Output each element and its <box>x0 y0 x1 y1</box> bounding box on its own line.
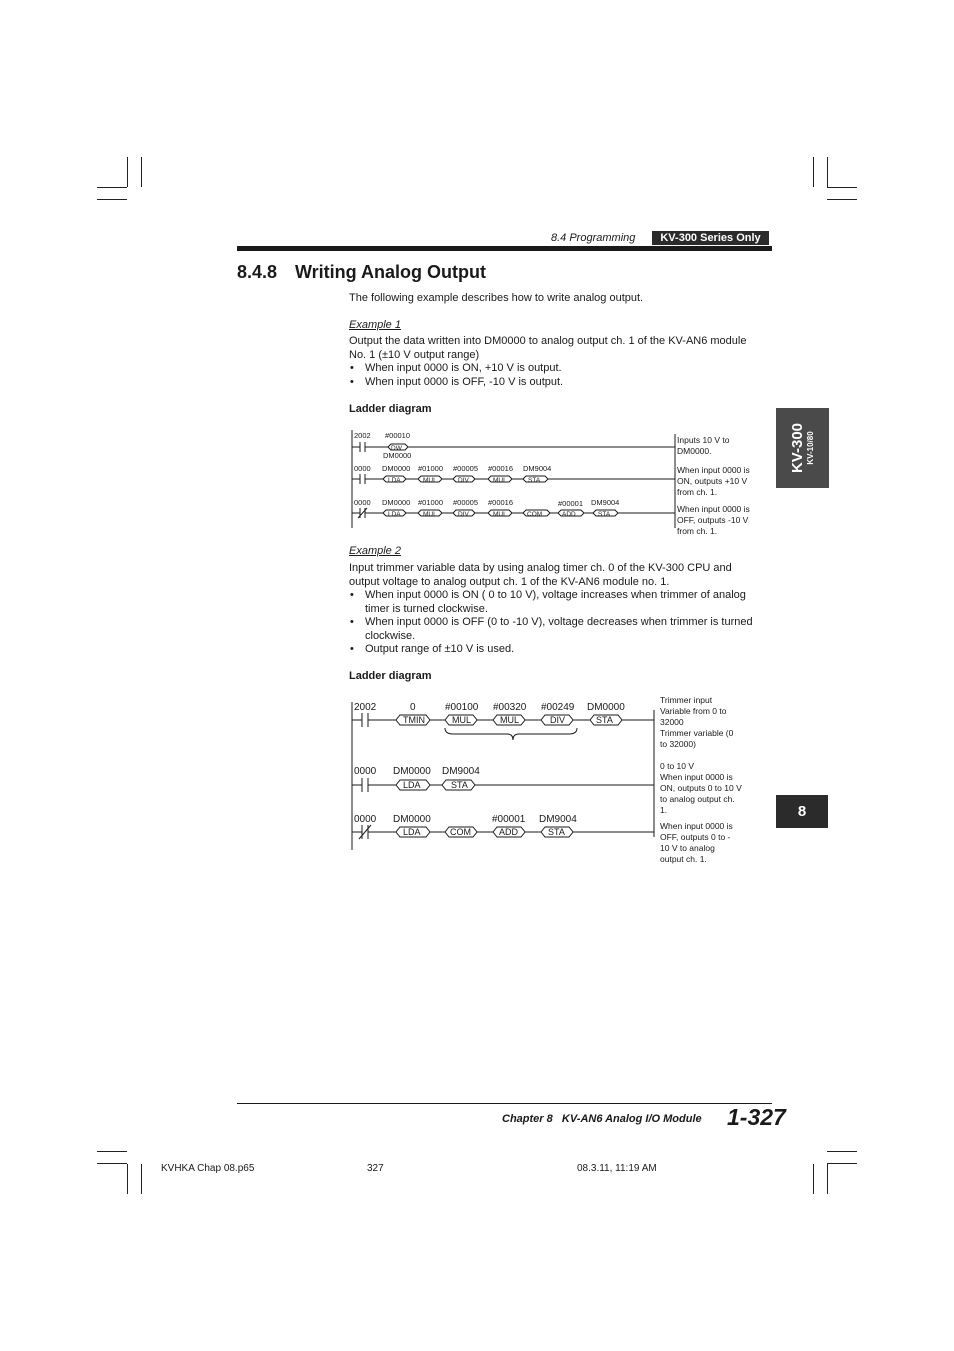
operand-label: #00016 <box>488 498 514 507</box>
instruction-label: ADD <box>499 827 519 837</box>
operand-label: #00320 <box>493 702 527 713</box>
rung-comment: Variable from 0 to <box>660 706 727 716</box>
crop-mark <box>97 199 127 200</box>
side-tab-main: KV-300 <box>789 422 806 474</box>
page-number: 1-327 <box>727 1104 786 1130</box>
operand-label: DM9004 <box>442 766 480 777</box>
example2-bullet: • When input 0000 is OFF (0 to -10 V), voltage decreases when trimmer is turned clockwise. <box>349 616 774 643</box>
example2-description: Input trimmer variable data by using analog timer ch. 0 of the KV-300 CPU and output voltage to analog output ch. 1 of the KV-AN6 module no. 1. • When input 0000 is ON ( 0 to 10 V), voltage increases when trimmer of analog timer is turned clockwise. • When input 0000 is OFF (0 to -10 V), voltage decreases when trimmer is turned clockwise. • Output range of ±10 V is used. <box>349 562 774 657</box>
operand-label: 0 <box>410 702 416 713</box>
operand-label: DM0000 <box>587 702 625 713</box>
header-badge: KV-300 Series Only <box>652 231 769 245</box>
instruction-label: COM <box>527 511 543 518</box>
crop-mark <box>97 187 127 188</box>
rung-comment: 32000 <box>660 717 684 727</box>
instruction-label: MUL <box>452 715 472 725</box>
instruction-label: LDA <box>388 511 401 518</box>
rung-comment: When input 0000 is <box>660 821 733 831</box>
footer-chapter: Chapter 8 KV-AN6 Analog I/O Module <box>502 1113 702 1125</box>
instruction-label: STA <box>548 827 565 837</box>
rung-comment: 1. <box>660 805 668 815</box>
crop-mark <box>827 199 857 200</box>
footer-rule <box>237 1103 772 1104</box>
side-tab-sub: KV-10/80 <box>806 431 815 465</box>
section-number: 8.4.8 <box>237 262 278 282</box>
crop-mark <box>127 157 128 187</box>
instruction-label: MUL <box>423 511 437 518</box>
rung-comment: 10 V to analog <box>660 843 715 853</box>
crop-mark <box>827 1163 857 1164</box>
operand-label: #00100 <box>445 702 479 713</box>
crop-mark <box>97 1151 127 1152</box>
example1-description: Output the data written into DM0000 to analog output ch. 1 of the KV-AN6 module No. 1 (±10 V output range) • When input 0000 is ON, +10 V is output. • When input 0000 is OFF, -10 V is output. <box>349 335 774 389</box>
example2-bullet: • When input 0000 is ON ( 0 to 10 V), voltage increases when trimmer of analog timer is turned clockwise. <box>349 589 774 616</box>
operand-label: #00016 <box>488 464 514 473</box>
contact-label: 0000 <box>354 498 371 507</box>
crop-mark <box>97 1163 127 1164</box>
rung-comment: When input 0000 is <box>660 772 733 782</box>
chapter-tab: 8 <box>776 795 828 828</box>
rung-comment: to analog output ch. <box>660 794 735 804</box>
slug-page: 327 <box>367 1163 384 1174</box>
contact-label: 0000 <box>354 766 377 777</box>
instruction-label: MUL <box>423 477 437 484</box>
rung-comment: When input 0000 is <box>677 465 750 475</box>
instruction-label: STA <box>596 715 613 725</box>
rung-comment: OFF, outputs -10 V <box>677 515 749 525</box>
crop-mark <box>813 157 814 187</box>
ladder-diagram-1 <box>345 428 770 538</box>
contact-label: 2002 <box>354 702 377 713</box>
crop-mark <box>141 157 142 187</box>
intro-text: The following example describes how to write analog output. <box>349 292 644 304</box>
operand-label: DM9004 <box>539 814 577 825</box>
operand-label: #00001 <box>492 814 526 825</box>
page-title <box>237 262 486 283</box>
example2-label: Example 2 <box>349 545 401 557</box>
instruction-label: DIV <box>458 477 469 484</box>
instruction-label: MUL <box>500 715 520 725</box>
example1-bullet: • When input 0000 is OFF, -10 V is output. <box>349 376 774 390</box>
operand-label: #01000 <box>418 464 444 473</box>
contact-label: 0000 <box>354 814 377 825</box>
rung-comment: to 32000) <box>660 739 696 749</box>
header-rule <box>237 246 772 251</box>
slug-date: 08.3.11, 11:19 AM <box>577 1163 657 1174</box>
example1-label: Example 1 <box>349 319 401 331</box>
rung-comment: OFF, outputs 0 to - <box>660 832 731 842</box>
crop-mark <box>127 1164 128 1194</box>
rung-comment: Inputs 10 V to <box>677 435 730 445</box>
operand-label: DM0000 <box>382 498 411 507</box>
crop-mark <box>827 1164 828 1194</box>
slug-file: KVHKA Chap 08.p65 <box>161 1163 255 1174</box>
operand-label: DM0000 <box>393 766 431 777</box>
header-section: 8.4 Programming <box>551 232 636 244</box>
operand-label: #00005 <box>453 464 479 473</box>
rung-comment: 0 to 10 V <box>660 761 695 771</box>
instruction-label: STA <box>598 511 611 518</box>
operand-label: #00001 <box>558 499 584 508</box>
operand-label: #00010 <box>385 431 411 440</box>
rung-comment: ON, outputs 0 to 10 V <box>660 783 742 793</box>
instruction-label: LDA <box>388 477 401 484</box>
ladder-diagram-2 <box>345 692 770 872</box>
example2-diagram-label: Ladder diagram <box>349 670 432 682</box>
section-title: Writing Analog Output <box>295 262 486 282</box>
instruction-label: LDA <box>403 827 421 837</box>
operand-label: DM0000 <box>382 464 411 473</box>
instruction-label: DIV <box>550 715 566 725</box>
example2-bullet: • Output range of ±10 V is used. <box>349 643 774 657</box>
operand-label: #00249 <box>541 702 575 713</box>
rung-comment: Trimmer variable (0 <box>660 728 734 738</box>
example1-diagram-label: Ladder diagram <box>349 403 432 415</box>
crop-mark <box>827 187 857 188</box>
instruction-label: MUL <box>493 477 507 484</box>
instruction-label: MUL <box>493 511 507 518</box>
rung-comment: output ch. 1. <box>660 854 707 864</box>
rung-comment: Trimmer input <box>660 695 713 705</box>
instruction-label: TMIN <box>403 715 425 725</box>
side-tab-kv300 <box>776 408 829 488</box>
rung-comment: DM0000. <box>677 446 712 456</box>
example1-bullet: • When input 0000 is ON, +10 V is output. <box>349 362 774 376</box>
instruction-label: STA <box>451 780 468 790</box>
instruction-label: DIV <box>458 511 469 518</box>
rung-comment: When input 0000 is <box>677 504 750 514</box>
crop-mark <box>827 1151 857 1152</box>
instruction-label: COM <box>450 827 471 837</box>
operand-label: #00005 <box>453 498 479 507</box>
crop-mark <box>141 1164 142 1194</box>
contact-label: 0000 <box>354 464 371 473</box>
rung-comment: ON, outputs +10 V <box>677 476 748 486</box>
contact-label: 2002 <box>354 431 371 440</box>
operand-label: DM9004 <box>591 498 620 507</box>
crop-mark <box>813 1164 814 1194</box>
crop-mark <box>827 157 828 187</box>
instruction-label: STA <box>528 477 541 484</box>
instruction-label: DW <box>391 445 402 452</box>
operand-label: DM9004 <box>523 464 552 473</box>
operand-label: #01000 <box>418 498 444 507</box>
rung-comment: from ch. 1. <box>677 526 718 536</box>
operand-label: DM0000 <box>393 814 431 825</box>
rung-comment: from ch. 1. <box>677 487 718 497</box>
instruction-label: LDA <box>403 780 421 790</box>
operand-label: DM0000 <box>383 451 412 460</box>
instruction-label: ADD <box>562 511 576 518</box>
